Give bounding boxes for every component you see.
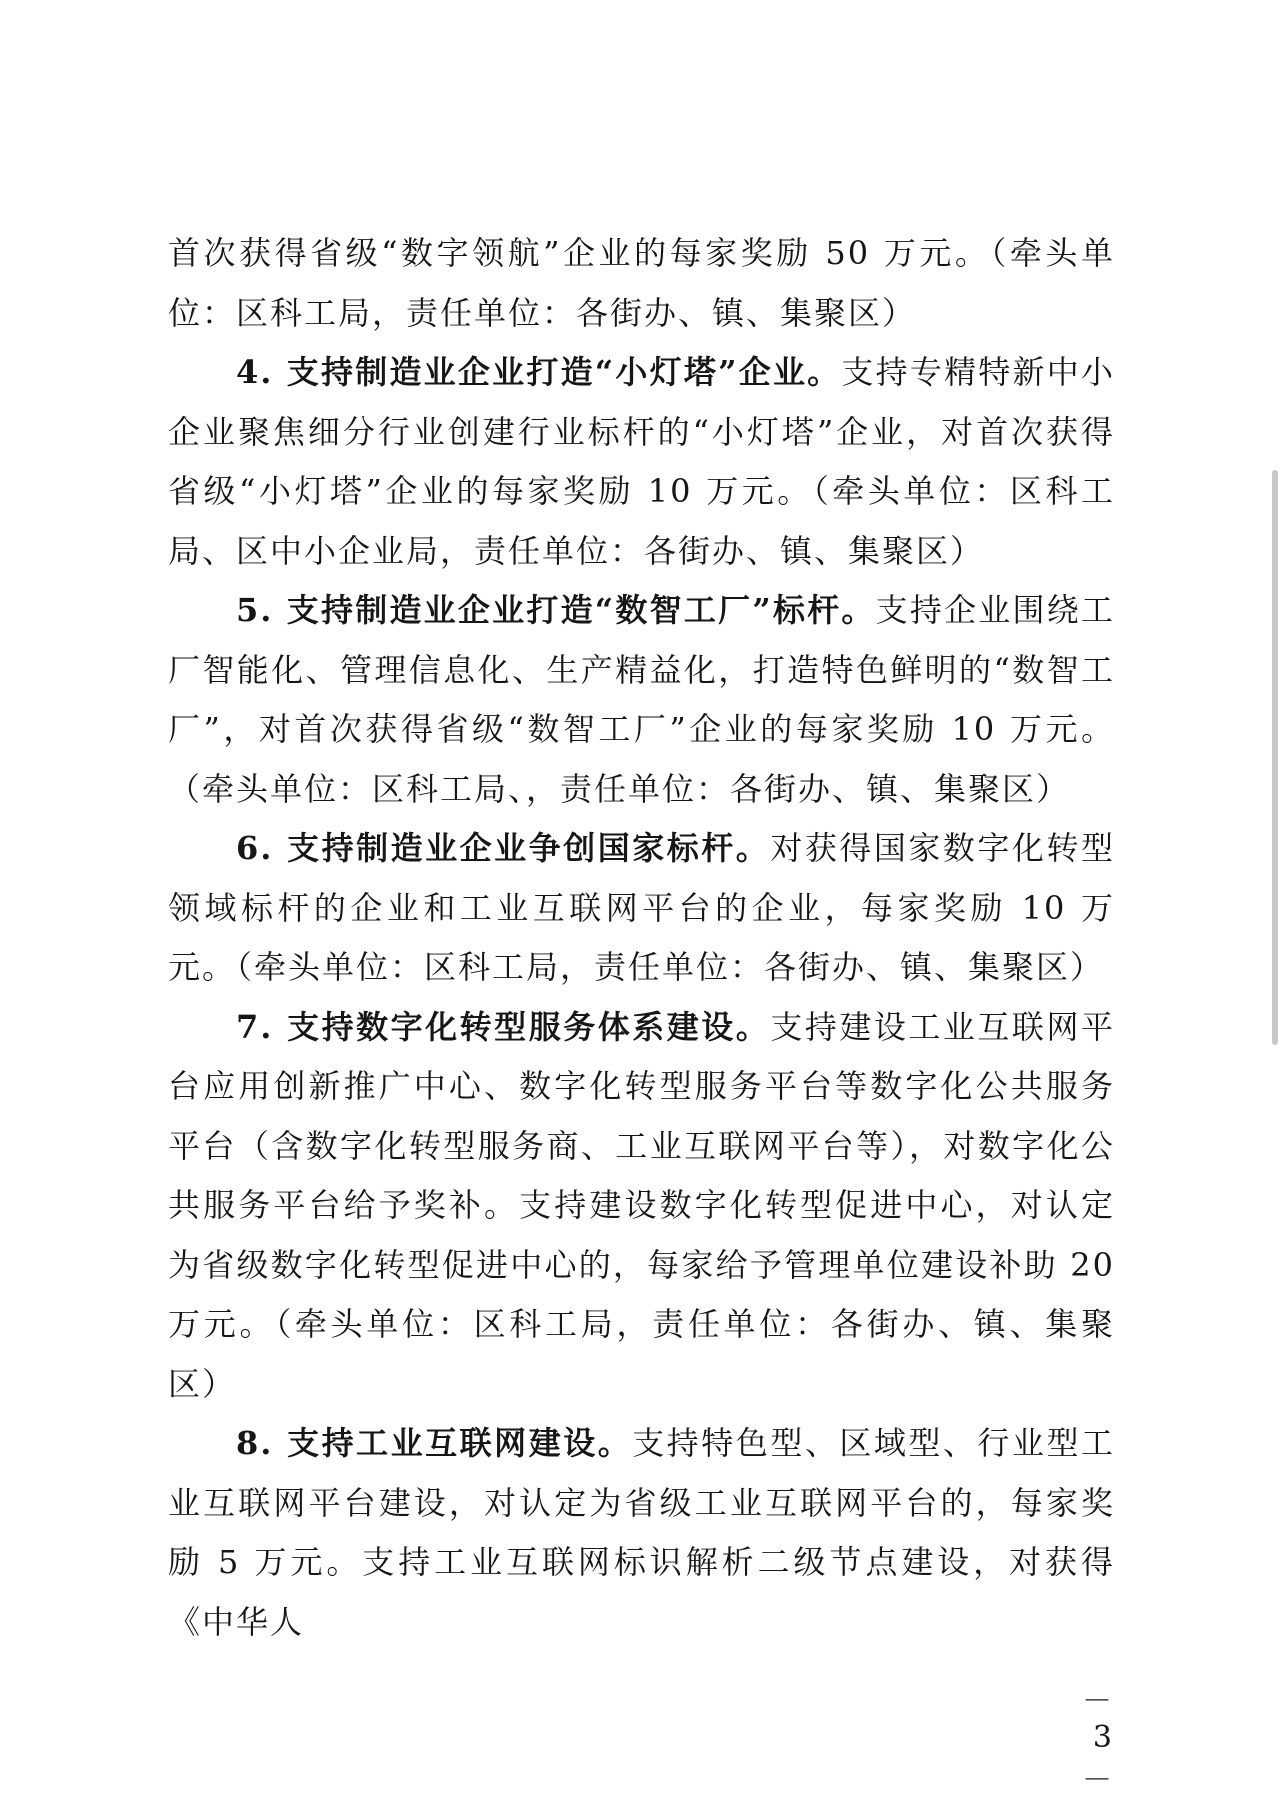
paragraph-text: 支持特色型、区域型、行业型工业互联网平台建设，对认定为省级工业互联网平台的，每家奖励 5 万元。支持工业互联网标识解析二级节点建设，对获得《中华人 bbox=[168, 1424, 1115, 1641]
paragraph-text: 对获得国家数字化转型领域标杆的企业和工业互联网平台的企业，每家奖励 10 万元。（牵头单位：区科工局，责任单位：各街办、镇、集聚区） bbox=[168, 829, 1115, 986]
paragraph-text: 支持专精特新中小企业聚焦细分行业创建行业标杆的“小灯塔”企业，对首次获得省级“小灯塔”企业的每家奖励 10 万元。（牵头单位：区科工局、区中小企业局，责任单位：各街办、镇、集聚区） bbox=[168, 353, 1115, 570]
paragraph-heading: 5. 支持制造业企业打造“数智工厂”标杆。 bbox=[236, 591, 876, 629]
scrollbar[interactable] bbox=[1272, 470, 1278, 1045]
paragraph-item-5 bbox=[168, 581, 1115, 819]
paragraph-item-4 bbox=[168, 343, 1115, 581]
document-body bbox=[168, 224, 1115, 1652]
paragraph-continued bbox=[168, 224, 1115, 343]
page-number: － 3 － bbox=[1082, 1684, 1120, 1798]
paragraph-heading: 8. 支持工业互联网建设。 bbox=[236, 1424, 633, 1462]
paragraph-heading: 7. 支持数字化转型服务体系建设。 bbox=[236, 1007, 771, 1046]
paragraph-text: 首次获得省级“数字领航”企业的每家奖励 50 万元。（牵头单位：区科工局，责任单位：各街办、镇、集聚区） bbox=[168, 234, 1115, 332]
paragraph-item-8 bbox=[168, 1414, 1115, 1652]
paragraph-heading: 4. 支持制造业企业打造“小灯塔”企业。 bbox=[236, 353, 842, 391]
paragraph-text: 支持建设工业互联网平台应用创新推广中心、数字化转型服务平台等数字化公共服务平台（含数字化转型服务商、工业互联网平台等），对数字化公共服务平台给予奖补。支持建设数字化转型促进中心，对认定为省级数字化转型促进中心的，每家给予管理单位建设补助 20 万元。（牵头单位：区科工局，责任单位：各街办、镇、集聚区） bbox=[168, 1007, 1115, 1403]
paragraph-text: 支持企业围绕工厂智能化、管理信息化、生产精益化，打造特色鲜明的“数智工厂”，对首次获得省级“数智工厂”企业的每家奖励 10 万元。（牵头单位：区科工局、，责任单位：各街办、镇、集聚区） bbox=[168, 591, 1115, 808]
paragraph-item-6 bbox=[168, 819, 1115, 998]
paragraph-heading: 6. 支持制造业企业争创国家标杆。 bbox=[236, 829, 771, 867]
paragraph-item-7 bbox=[168, 998, 1115, 1415]
